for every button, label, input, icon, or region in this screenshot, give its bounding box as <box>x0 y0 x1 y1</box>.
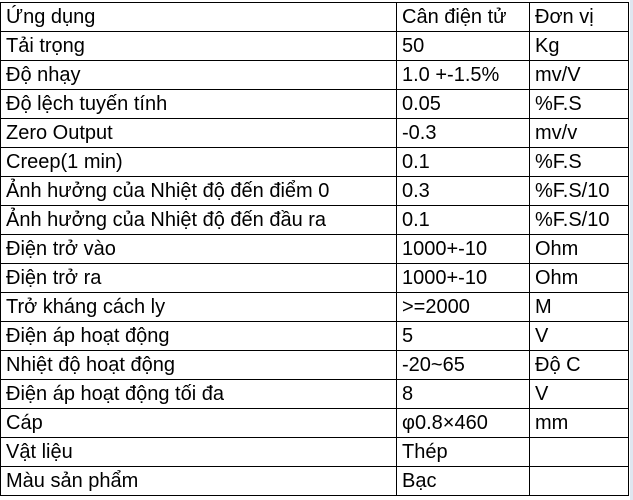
table-cell[interactable]: %F.S <box>530 148 629 177</box>
table-cell[interactable]: 8 <box>397 380 530 409</box>
table-row <box>1 90 629 119</box>
table-cell[interactable]: Thép <box>397 438 530 467</box>
header-cell-application[interactable]: Ứng dụng <box>1 3 397 32</box>
table-row <box>1 293 629 322</box>
table-cell[interactable]: %F.S/10 <box>530 177 629 206</box>
table-cell[interactable]: V <box>530 322 629 351</box>
table-row <box>1 148 629 177</box>
table-cell[interactable]: 0.05 <box>397 90 530 119</box>
table-row <box>1 61 629 90</box>
table-cell[interactable]: Tải trọng <box>1 32 397 61</box>
table-header-row <box>1 3 629 32</box>
table-cell[interactable]: mm <box>530 409 629 438</box>
header-cell-unit[interactable]: Đơn vị <box>530 3 629 32</box>
table-cell[interactable]: Vật liệu <box>1 438 397 467</box>
table-cell[interactable]: 5 <box>397 322 530 351</box>
table-cell[interactable]: Màu sản phẩm <box>1 467 397 496</box>
table-cell[interactable]: Nhiệt độ hoạt động <box>1 351 397 380</box>
table-row <box>1 206 629 235</box>
table-row <box>1 235 629 264</box>
table-cell[interactable]: Ảnh hưởng của Nhiệt độ đến điểm 0 <box>1 177 397 206</box>
spec-table <box>0 2 629 496</box>
table-cell[interactable] <box>530 467 629 496</box>
table-cell[interactable]: %F.S/10 <box>530 206 629 235</box>
table-row <box>1 380 629 409</box>
table-cell[interactable]: %F.S <box>530 90 629 119</box>
table-cell[interactable]: Zero Output <box>1 119 397 148</box>
table-cell[interactable]: Ohm <box>530 264 629 293</box>
table-cell[interactable]: 0.1 <box>397 206 530 235</box>
table-cell[interactable]: mv/v <box>530 119 629 148</box>
table-cell[interactable]: Điện trở ra <box>1 264 397 293</box>
table-row <box>1 467 629 496</box>
table-cell[interactable]: Trở kháng cách ly <box>1 293 397 322</box>
table-cell[interactable]: Bạc <box>397 467 530 496</box>
table-cell[interactable]: -20~65 <box>397 351 530 380</box>
table-cell[interactable]: -0.3 <box>397 119 530 148</box>
table-cell[interactable]: V <box>530 380 629 409</box>
table-row <box>1 177 629 206</box>
header-cell-scale[interactable]: Cân điện tử <box>397 3 530 32</box>
table-cell[interactable]: 1000+-10 <box>397 235 530 264</box>
table-cell[interactable]: Ảnh hưởng của Nhiệt độ đến đầu ra <box>1 206 397 235</box>
table-row <box>1 264 629 293</box>
table-cell[interactable]: 0.3 <box>397 177 530 206</box>
table-cell[interactable]: Creep(1 min) <box>1 148 397 177</box>
table-cell[interactable]: Điện áp hoạt động <box>1 322 397 351</box>
table-row <box>1 438 629 467</box>
table-row <box>1 32 629 61</box>
table-cell[interactable]: >=2000 <box>397 293 530 322</box>
table-cell[interactable]: M <box>530 293 629 322</box>
table-cell[interactable]: 1000+-10 <box>397 264 530 293</box>
table-cell[interactable]: Độ C <box>530 351 629 380</box>
table-row <box>1 351 629 380</box>
table-cell[interactable]: Cáp <box>1 409 397 438</box>
table-cell[interactable]: φ0.8×460 <box>397 409 530 438</box>
table-cell[interactable] <box>530 438 629 467</box>
table-cell[interactable]: 1.0 +-1.5% <box>397 61 530 90</box>
table-cell[interactable]: Kg <box>530 32 629 61</box>
table-cell[interactable]: 0.1 <box>397 148 530 177</box>
table-cell[interactable]: Điện trở vào <box>1 235 397 264</box>
table-cell[interactable]: Ohm <box>530 235 629 264</box>
table-cell[interactable]: mv/V <box>530 61 629 90</box>
table-row <box>1 322 629 351</box>
table-row <box>1 119 629 148</box>
table-cell[interactable]: Độ nhạy <box>1 61 397 90</box>
table-cell[interactable]: Điện áp hoạt động tối đa <box>1 380 397 409</box>
table-row <box>1 409 629 438</box>
table-cell[interactable]: Độ lệch tuyến tính <box>1 90 397 119</box>
table-cell[interactable]: 50 <box>397 32 530 61</box>
